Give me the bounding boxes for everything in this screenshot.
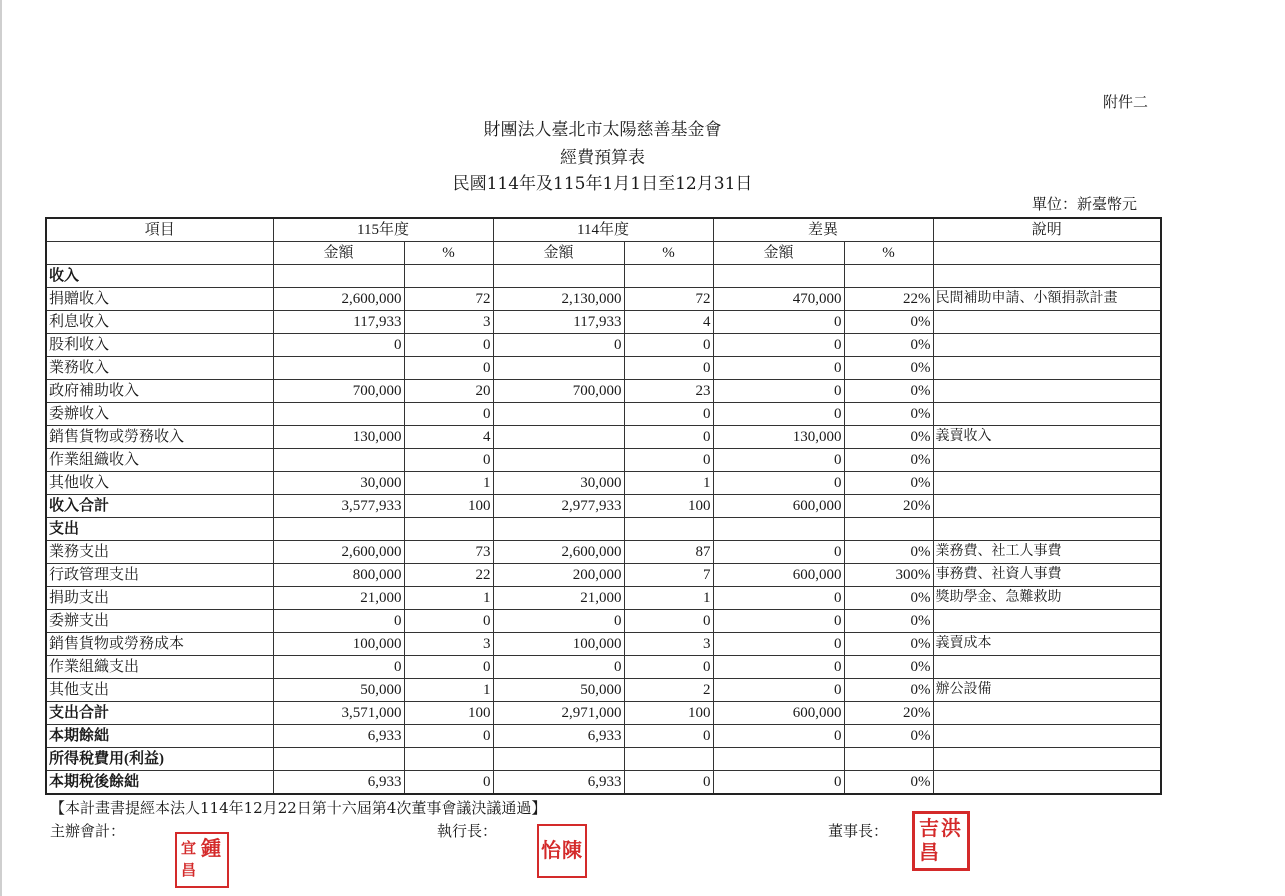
cell-diff: 0: [713, 449, 844, 472]
cell-dpct: 0%: [844, 587, 933, 610]
cell-a114: 21,000: [493, 587, 624, 610]
cell-note: 辦公設備: [933, 679, 1161, 702]
cell-note: [933, 311, 1161, 334]
cell-diff: 0: [713, 403, 844, 426]
section-row-income: [46, 265, 1161, 288]
cell-diff: 0: [713, 541, 844, 564]
cell-dpct: 22%: [844, 288, 933, 311]
cell-note: 獎助學金、急難救助: [933, 587, 1161, 610]
cell-a115: [273, 403, 404, 426]
cell-p114: 7: [624, 564, 713, 587]
cell-note: 義賣收入: [933, 426, 1161, 449]
cell-diff: 0: [713, 656, 844, 679]
cell-a114: 700,000: [493, 380, 624, 403]
cell-a115: 21,000: [273, 587, 404, 610]
cell-note: [933, 725, 1161, 748]
row-label: 其他支出: [46, 679, 273, 702]
cell-p114: 4: [624, 311, 713, 334]
cell-p114: 100: [624, 495, 713, 518]
cell-p115: 0: [404, 610, 493, 633]
cell-note: 業務費、社工人事費: [933, 541, 1161, 564]
table-row: [46, 748, 1161, 771]
cell-p114: 0: [624, 771, 713, 795]
document-title: 經費預算表: [560, 148, 645, 168]
cell-dpct: 0%: [844, 656, 933, 679]
cell-a115: 30,000: [273, 472, 404, 495]
ceo-signature-label: 執行長：: [437, 822, 498, 840]
table-row: [46, 472, 1161, 495]
currency-unit: 單位：新臺幣元: [1032, 195, 1138, 213]
cell-p114: 72: [624, 288, 713, 311]
cell-p115: 3: [404, 633, 493, 656]
chairman-signature-label: 董事長：: [828, 822, 889, 840]
cell-p114: 0: [624, 334, 713, 357]
cell-a114: [493, 357, 624, 380]
cell-a114: 30,000: [493, 472, 624, 495]
row-label: 委辦支出: [46, 610, 273, 633]
row-label: 行政管理支出: [46, 564, 273, 587]
cell-a114: [493, 403, 624, 426]
cell-dpct: 0%: [844, 357, 933, 380]
cell-p115: 0: [404, 357, 493, 380]
cell-a114: 2,971,000: [493, 702, 624, 725]
attachment-label: 附件二: [1103, 93, 1149, 111]
cell-note: [933, 495, 1161, 518]
table-row: [46, 541, 1161, 564]
cell-a115: 0: [273, 656, 404, 679]
cell-note: [933, 472, 1161, 495]
row-label: 政府補助收入: [46, 380, 273, 403]
col-amount: 金額: [713, 242, 844, 265]
cell-a115: 800,000: [273, 564, 404, 587]
table-row: [46, 725, 1161, 748]
row-label: 業務收入: [46, 357, 273, 380]
cell-note: [933, 357, 1161, 380]
cell-p115: 0: [404, 725, 493, 748]
col-pct: %: [404, 242, 493, 265]
cell-a115: [273, 357, 404, 380]
cell-dpct: 0%: [844, 725, 933, 748]
col-amount: 金額: [273, 242, 404, 265]
cell-diff: 0: [713, 380, 844, 403]
table-row: [46, 610, 1161, 633]
cell-p115: 22: [404, 564, 493, 587]
cell-a114: 6,933: [493, 771, 624, 795]
table-row: [46, 357, 1161, 380]
table-row: [46, 702, 1161, 725]
cell-a115: 2,600,000: [273, 288, 404, 311]
cell-p114: 23: [624, 380, 713, 403]
cell-note: [933, 403, 1161, 426]
org-name: 財團法人臺北市太陽慈善基金會: [483, 120, 722, 140]
cell-dpct: 20%: [844, 702, 933, 725]
cell-a114: [493, 748, 624, 771]
col-amount: 金額: [493, 242, 624, 265]
section-row-expense: [46, 518, 1161, 541]
cell-p115: 73: [404, 541, 493, 564]
cell-diff: 0: [713, 679, 844, 702]
cell-note: 事務費、社資人事費: [933, 564, 1161, 587]
table-row: [46, 564, 1161, 587]
cell-diff: [713, 748, 844, 771]
cell-p115: 1: [404, 472, 493, 495]
cell-note: [933, 702, 1161, 725]
table-row: [46, 380, 1161, 403]
accountant-signature-label: 主辦會計：: [50, 822, 126, 840]
row-label: 股利收入: [46, 334, 273, 357]
cell-a115: 0: [273, 610, 404, 633]
cell-dpct: 0%: [844, 610, 933, 633]
cell-p114: 0: [624, 403, 713, 426]
cell-note: [933, 334, 1161, 357]
cell-p115: 1: [404, 679, 493, 702]
cell-diff: 0: [713, 587, 844, 610]
row-label: 銷售貨物或勞務成本: [46, 633, 273, 656]
row-label: 支出合計: [46, 702, 273, 725]
cell-diff: 0: [713, 633, 844, 656]
cell-a115: 3,571,000: [273, 702, 404, 725]
cell-diff: 0: [713, 771, 844, 795]
cell-a114: 100,000: [493, 633, 624, 656]
col-pct: %: [844, 242, 933, 265]
cell-a115: 130,000: [273, 426, 404, 449]
cell-diff: 0: [713, 357, 844, 380]
cell-diff: 0: [713, 725, 844, 748]
cell-dpct: 0%: [844, 449, 933, 472]
row-label: 銷售貨物或勞務收入: [46, 426, 273, 449]
cell-p114: 0: [624, 426, 713, 449]
cell-a114: 2,600,000: [493, 541, 624, 564]
cell-p114: 0: [624, 357, 713, 380]
cell-note: 義賣成本: [933, 633, 1161, 656]
cell-dpct: 0%: [844, 426, 933, 449]
cell-diff: 0: [713, 472, 844, 495]
cell-p115: 20: [404, 380, 493, 403]
cell-p114: 0: [624, 449, 713, 472]
cell-dpct: 0%: [844, 633, 933, 656]
cell-a115: [273, 449, 404, 472]
section-expense: 支出: [46, 518, 273, 541]
row-label: 本期餘絀: [46, 725, 273, 748]
cell-note: [933, 610, 1161, 633]
table-row: [46, 633, 1161, 656]
cell-note: [933, 380, 1161, 403]
row-label: 利息收入: [46, 311, 273, 334]
header-row-1: [46, 218, 1161, 242]
col-pct: %: [624, 242, 713, 265]
row-label: 作業組織收入: [46, 449, 273, 472]
cell-diff: 0: [713, 610, 844, 633]
cell-a115: 0: [273, 334, 404, 357]
cell-note: [933, 748, 1161, 771]
cell-a114: 117,933: [493, 311, 624, 334]
cell-a114: 0: [493, 334, 624, 357]
col-diff: 差異: [713, 218, 933, 242]
board-approval-note: 【本計畫書提經本法人114年12月22日第十六屆第4次董事會議決議通過】: [50, 799, 547, 817]
cell-diff: 470,000: [713, 288, 844, 311]
cell-dpct: 0%: [844, 403, 933, 426]
cell-p114: 1: [624, 472, 713, 495]
row-label: 捐贈收入: [46, 288, 273, 311]
ceo-seal: 陳 怡: [537, 824, 587, 878]
table-row: [46, 679, 1161, 702]
cell-p114: 87: [624, 541, 713, 564]
table-row: [46, 656, 1161, 679]
cell-a115: 3,577,933: [273, 495, 404, 518]
cell-dpct: 20%: [844, 495, 933, 518]
cell-a115: 100,000: [273, 633, 404, 656]
cell-a115: 700,000: [273, 380, 404, 403]
cell-p115: 3: [404, 311, 493, 334]
cell-p115: 1: [404, 587, 493, 610]
cell-a115: [273, 748, 404, 771]
cell-p114: 0: [624, 610, 713, 633]
cell-a114: 2,130,000: [493, 288, 624, 311]
col-item: 項目: [46, 218, 273, 242]
cell-dpct: 0%: [844, 334, 933, 357]
cell-p115: 0: [404, 656, 493, 679]
cell-dpct: 300%: [844, 564, 933, 587]
cell-p115: 72: [404, 288, 493, 311]
table-row: [46, 426, 1161, 449]
cell-diff: 0: [713, 334, 844, 357]
cell-a114: [493, 449, 624, 472]
cell-note: 民間補助申請、小額捐款計畫: [933, 288, 1161, 311]
cell-dpct: 0%: [844, 771, 933, 795]
cell-dpct: 0%: [844, 311, 933, 334]
row-label: 本期稅後餘絀: [46, 771, 273, 795]
chairman-seal: 洪 吉 昌: [912, 811, 970, 871]
cell-diff: 130,000: [713, 426, 844, 449]
cell-a114: 50,000: [493, 679, 624, 702]
cell-p114: 1: [624, 587, 713, 610]
table-row: [46, 334, 1161, 357]
cell-p114: 3: [624, 633, 713, 656]
cell-note: [933, 771, 1161, 795]
cell-p115: 4: [404, 426, 493, 449]
cell-diff: 0: [713, 311, 844, 334]
cell-dpct: 0%: [844, 472, 933, 495]
cell-a115: 117,933: [273, 311, 404, 334]
cell-p114: 2: [624, 679, 713, 702]
cell-a115: 6,933: [273, 771, 404, 795]
row-label: 業務支出: [46, 541, 273, 564]
row-label: 所得稅費用(利益): [46, 748, 273, 771]
cell-diff: 600,000: [713, 702, 844, 725]
cell-p115: 100: [404, 702, 493, 725]
cell-a115: 50,000: [273, 679, 404, 702]
row-label: 作業組織支出: [46, 656, 273, 679]
cell-p115: 0: [404, 449, 493, 472]
table-row: [46, 288, 1161, 311]
cell-a114: 2,977,933: [493, 495, 624, 518]
col-114: 114年度: [493, 218, 713, 242]
cell-p115: 0: [404, 403, 493, 426]
table-row: [46, 311, 1161, 334]
cell-p114: [624, 748, 713, 771]
cell-a114: 6,933: [493, 725, 624, 748]
cell-p115: 0: [404, 771, 493, 795]
cell-p114: 0: [624, 725, 713, 748]
col-note: 說明: [933, 218, 1161, 242]
col-115: 115年度: [273, 218, 493, 242]
accountant-seal: 鍾 宜 昌: [175, 832, 229, 888]
table-row: [46, 449, 1161, 472]
cell-dpct: [844, 748, 933, 771]
cell-dpct: 0%: [844, 679, 933, 702]
cell-a114: [493, 426, 624, 449]
header-row-2: [46, 242, 1161, 265]
table-row: [46, 403, 1161, 426]
cell-a114: 0: [493, 656, 624, 679]
cell-a114: 0: [493, 610, 624, 633]
cell-a115: 6,933: [273, 725, 404, 748]
cell-a114: 200,000: [493, 564, 624, 587]
section-income: 收入: [46, 265, 273, 288]
table-row: [46, 587, 1161, 610]
row-label: 其他收入: [46, 472, 273, 495]
cell-dpct: 0%: [844, 380, 933, 403]
period: 民國114年及115年1月1日至12月31日: [452, 174, 753, 194]
row-label: 捐助支出: [46, 587, 273, 610]
table-row: [46, 495, 1161, 518]
cell-p114: 100: [624, 702, 713, 725]
cell-p115: [404, 748, 493, 771]
cell-p115: 100: [404, 495, 493, 518]
cell-diff: 600,000: [713, 495, 844, 518]
table-row: [46, 771, 1161, 795]
cell-diff: 600,000: [713, 564, 844, 587]
row-label: 收入合計: [46, 495, 273, 518]
cell-dpct: 0%: [844, 541, 933, 564]
cell-note: [933, 449, 1161, 472]
cell-p115: 0: [404, 334, 493, 357]
row-label: 委辦收入: [46, 403, 273, 426]
cell-a115: 2,600,000: [273, 541, 404, 564]
cell-note: [933, 656, 1161, 679]
cell-p114: 0: [624, 656, 713, 679]
budget-table: [45, 217, 1162, 795]
